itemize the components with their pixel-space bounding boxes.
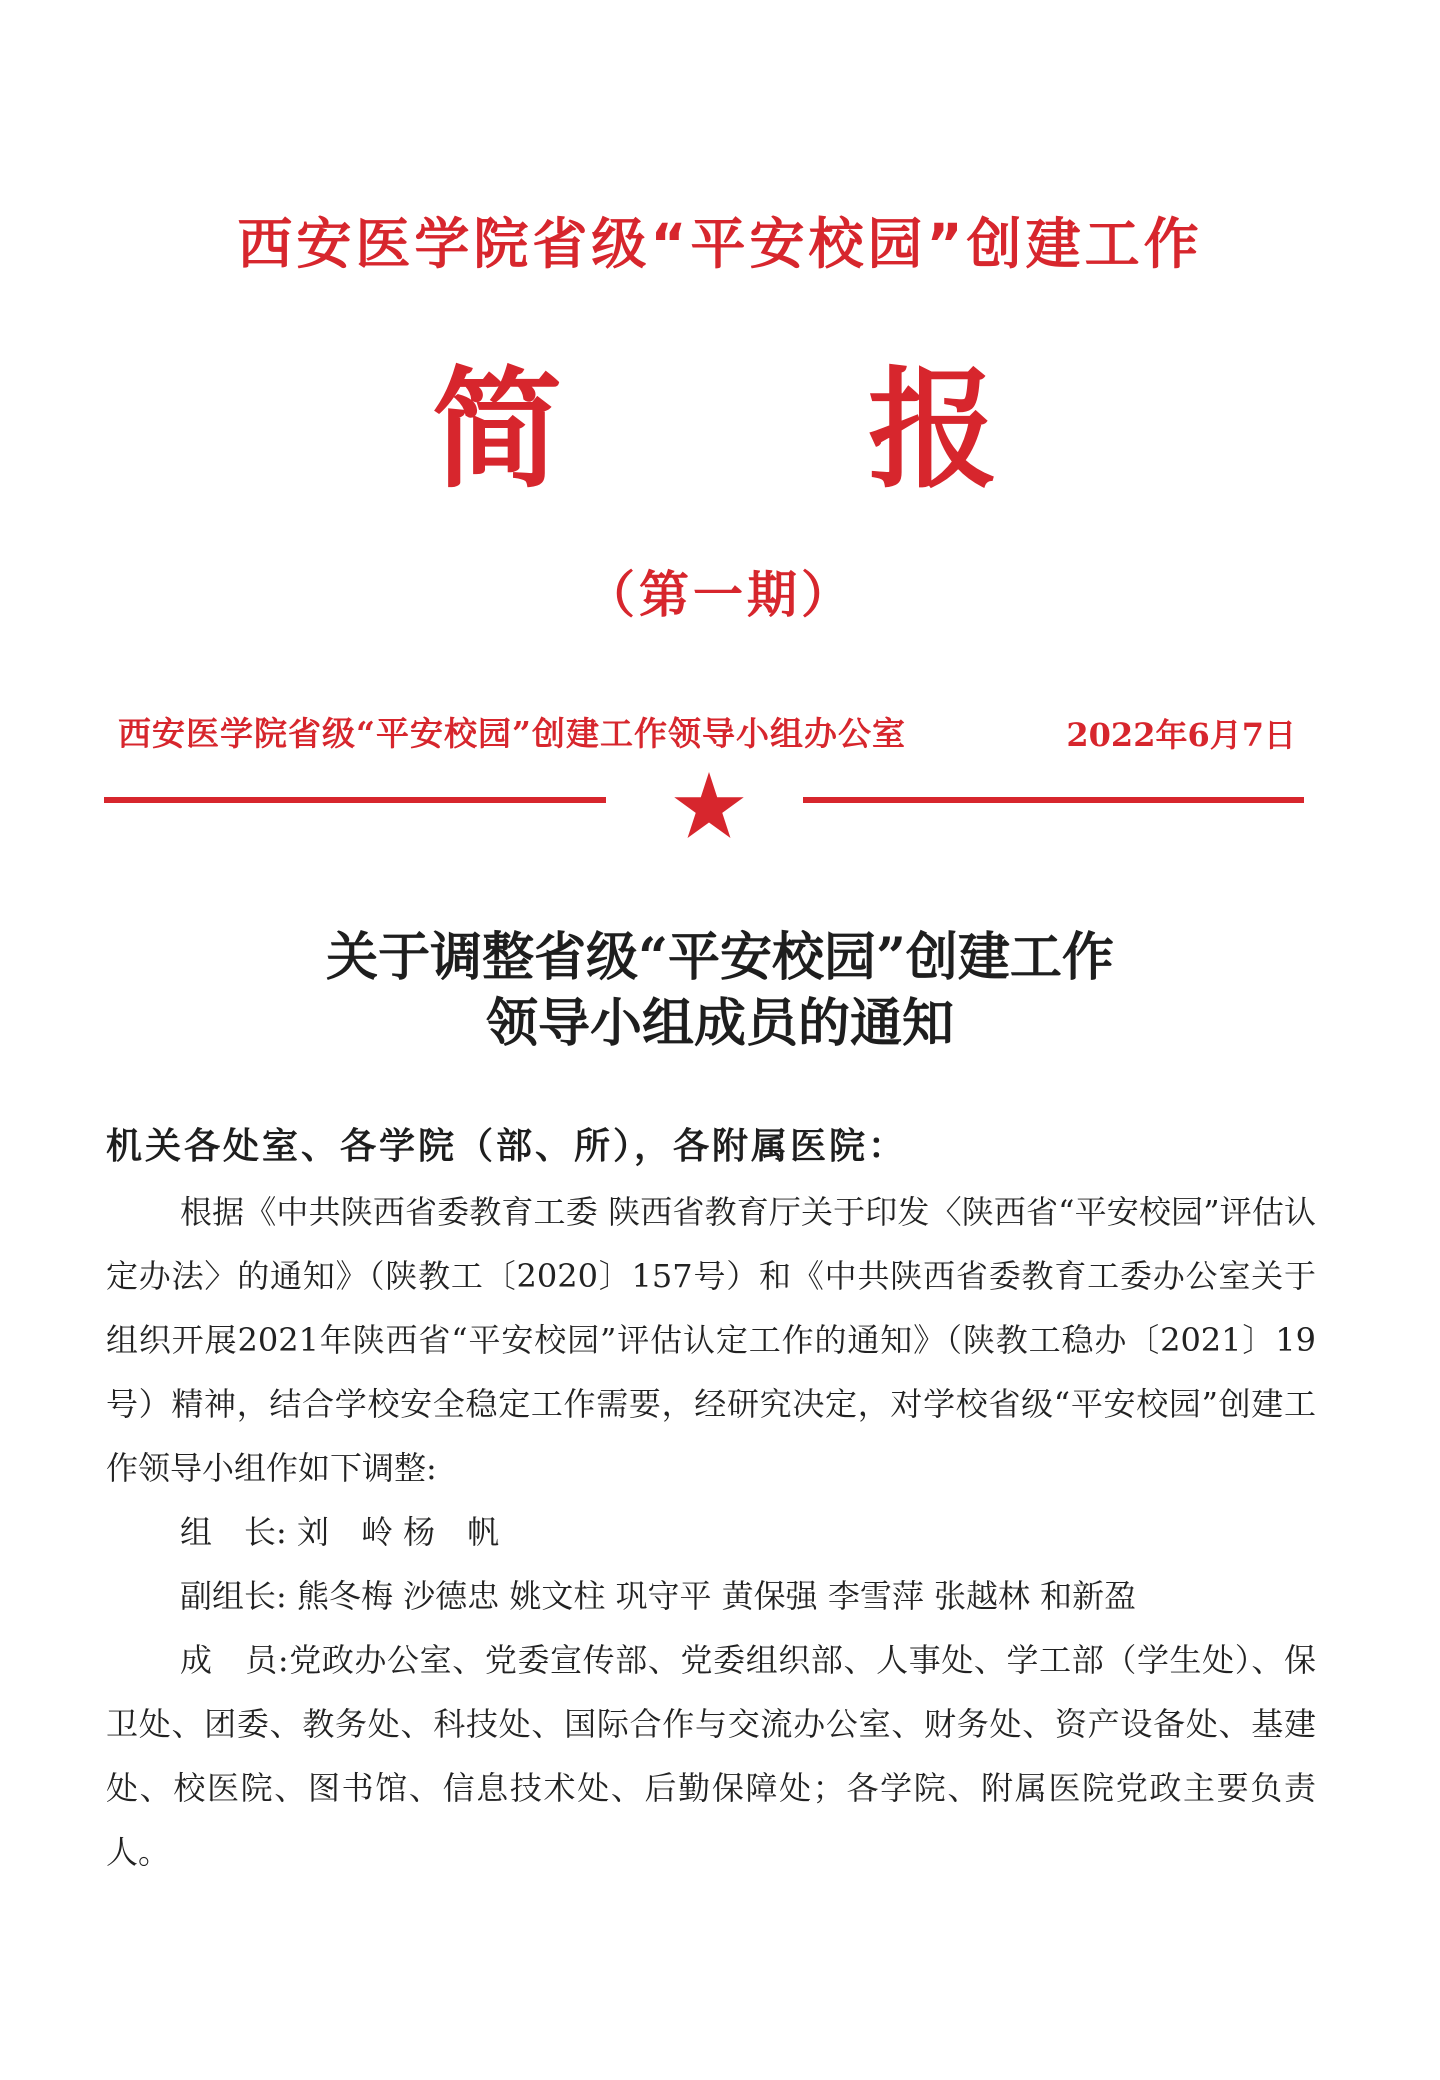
divider-right bbox=[803, 797, 1304, 803]
members-label: 成 员: bbox=[180, 1641, 289, 1679]
leader-row bbox=[106, 1500, 1316, 1564]
members-list: 党政办公室、党委宣传部、党委组织部、人事处、学工部（学生处）、保卫处、团委、教务处、科技处、国际合作与交流办公室、财务处、资产设备处、基建处、校医院、图书馆、信息技术处、后勤保障处；各学院、附属医院党政主要负责人。 bbox=[106, 1641, 1316, 1871]
leader-names: 刘 岭 杨 帆 bbox=[296, 1513, 500, 1551]
red-star-icon bbox=[674, 772, 744, 838]
notice-paragraph: 根据《中共陕西省委教育工委 陕西省教育厅关于印发〈陕西省“平安校园”评估认定办法〉的通知》（陕教工〔2020〕157号）和《中共陕西省委教育工委办公室关于组织开展2021年陕西省“平安校园”评估认定工作的通知》（陕教工稳办〔2021〕19号）精神，结合学校安全稳定工作需要，经研究决定，对学校省级“平安校园”创建工作领导小组作如下调整: bbox=[106, 1193, 1316, 1487]
issue-number: （第一期） bbox=[585, 566, 855, 624]
deputy-label: 副组长: bbox=[180, 1577, 287, 1615]
notice-body bbox=[106, 1180, 1316, 1884]
bulletin-header-title: 西安医学院省级“平安校园”创建工作 bbox=[237, 212, 1203, 276]
members-row bbox=[106, 1628, 1316, 1884]
masthead-char-jian: 简 bbox=[432, 353, 563, 506]
notice-title-line-2: 领导小组成员的通知 bbox=[485, 993, 954, 1054]
issuing-office: 西安医学院省级“平安校园”创建工作领导小组办公室 bbox=[118, 714, 906, 753]
deputy-names: 熊冬梅 沙德忠 姚文柱 巩守平 黄保强 李雪萍 张越林 和新盈 bbox=[296, 1577, 1137, 1615]
issue-date: 2022年6月7日 bbox=[1066, 716, 1296, 754]
masthead-char-bao: 报 bbox=[868, 353, 999, 506]
notice-title bbox=[0, 925, 1440, 1057]
leader-label: 组 长: bbox=[180, 1513, 287, 1551]
notice-addressee: 机关各处室、各学院（部、所），各附属医院： bbox=[106, 1125, 908, 1167]
notice-title-line-1: 关于调整省级“平安校园”创建工作 bbox=[326, 927, 1114, 988]
deputy-row bbox=[106, 1564, 1316, 1628]
divider-left bbox=[104, 797, 606, 803]
masthead bbox=[0, 355, 1440, 505]
